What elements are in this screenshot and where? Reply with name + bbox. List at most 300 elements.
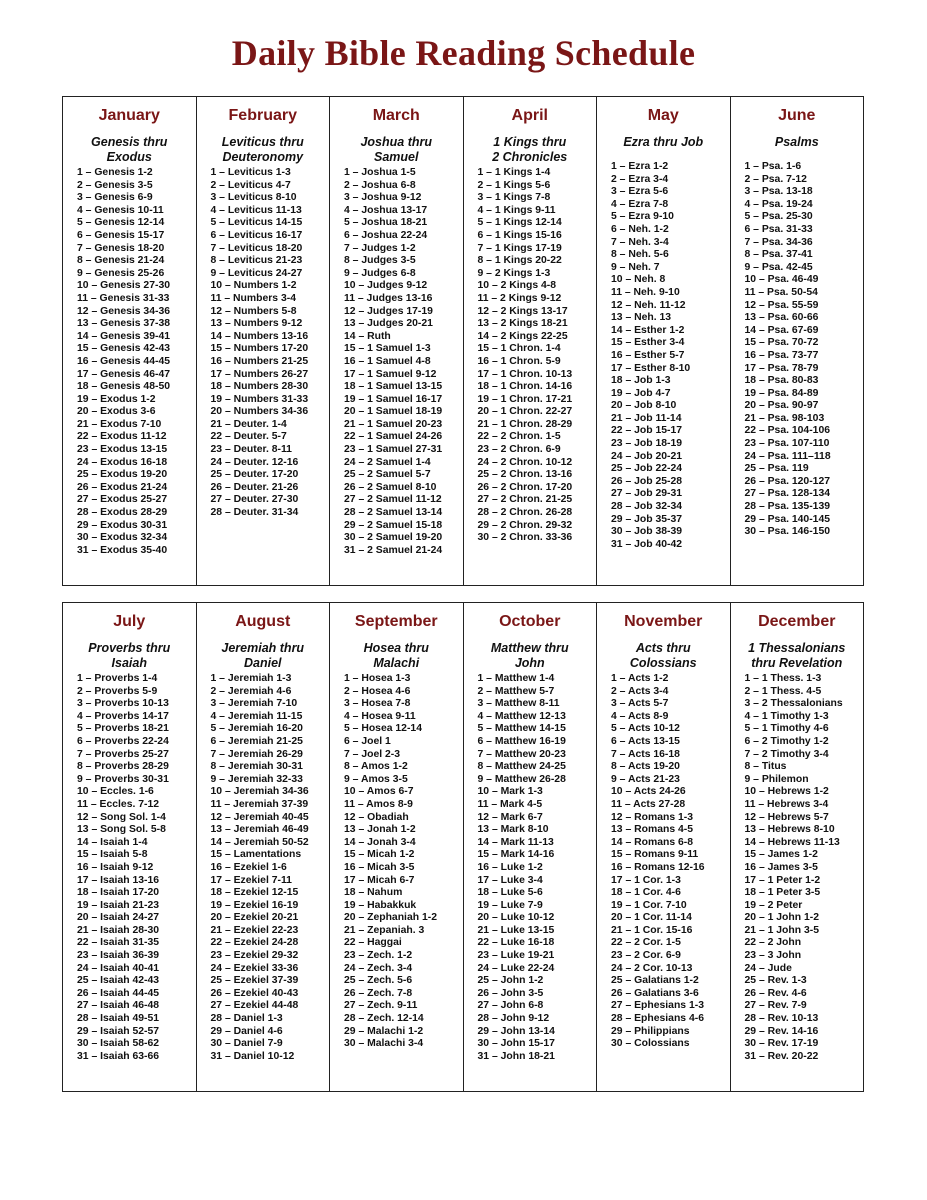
month-column-april (464, 97, 598, 585)
reading-item: 12 – Hebrews 5-7 (744, 811, 829, 823)
reading-list (597, 161, 730, 551)
reading-item: 29 – Exodus 30-31 (77, 519, 168, 531)
reading-item: 17 – 1 Peter 1-2 (744, 874, 821, 886)
book-range-line: Acts thru (635, 641, 691, 655)
reading-item: 9 – 2 Kings 1-3 (477, 267, 551, 279)
reading-item: 15 – Esther 3-4 (611, 337, 685, 349)
reading-item: 13 – Judges 20-21 (344, 318, 433, 330)
reading-item: 7 – Joel 2-3 (344, 748, 401, 760)
reading-item: 25 – 2 Chron. 13-16 (477, 469, 573, 481)
reading-item: 3 – Acts 5-7 (611, 698, 669, 710)
reading-item: 3 – Jeremiah 7-10 (210, 698, 298, 710)
reading-item: 27 – Zech. 9-11 (344, 1000, 418, 1012)
reading-item: 12 – Romans 1-3 (611, 811, 694, 823)
reading-item: 28 – Psa. 135-139 (744, 501, 831, 513)
reading-list (597, 673, 730, 1051)
reading-item: 7 – Leviticus 18-20 (210, 242, 303, 254)
month-column-june (731, 97, 864, 585)
reading-item: 25 – Ezekiel 37-39 (210, 975, 299, 987)
reading-item: 7 – Proverbs 25-27 (77, 748, 169, 760)
reading-item: 6 – Proverbs 22-24 (77, 735, 169, 747)
reading-item: 4 – Ezra 7-8 (611, 198, 669, 210)
reading-item: 23 – Isaiah 36-39 (77, 950, 160, 962)
reading-item: 29 – Psa. 140-145 (744, 513, 831, 525)
reading-item: 26 – Isaiah 44-45 (77, 987, 160, 999)
reading-item: 25 – Zech. 5-6 (344, 975, 413, 987)
reading-item: 18 – 1 Peter 3-5 (744, 887, 821, 899)
reading-item: 30 – Job 38-39 (611, 526, 683, 538)
reading-item: 21 – 1 Chron. 28-29 (477, 418, 573, 430)
month-name: June (778, 107, 816, 124)
reading-item: 11 – Genesis 31-33 (77, 292, 170, 304)
reading-item: 13 – Neh. 13 (611, 312, 672, 324)
reading-item: 26 – Rev. 4-6 (744, 987, 807, 999)
reading-item: 28 – 2 Chron. 26-28 (477, 507, 573, 519)
reading-item: 19 – Isaiah 21-23 (77, 899, 160, 911)
book-range (197, 135, 330, 167)
reading-item: 30 – John 15-17 (477, 1038, 555, 1050)
month-name: February (228, 107, 297, 124)
reading-item: 15 – Mark 14-16 (477, 849, 555, 861)
reading-item: 25 – 2 Samuel 5-7 (344, 469, 431, 481)
reading-item: 23 – 1 Samuel 27-31 (344, 444, 443, 456)
reading-item: 13 – Mark 8-10 (477, 824, 549, 836)
reading-item: 16 – Romans 12-16 (611, 861, 705, 873)
reading-item: 6 – Jeremiah 21-25 (210, 735, 303, 747)
reading-item: 7 – 1 Kings 17-19 (477, 242, 562, 254)
reading-item: 30 – Isaiah 58-62 (77, 1038, 160, 1050)
reading-item: 26 – Ezekiel 40-43 (210, 987, 299, 999)
reading-item: 28 – Deuter. 31-34 (210, 507, 299, 519)
reading-item: 11 – Eccles. 7-12 (77, 798, 160, 810)
book-range (330, 641, 463, 673)
reading-item: 13 – Song Sol. 5-8 (77, 824, 166, 836)
reading-item: 14 – Genesis 39-41 (77, 330, 171, 342)
reading-item: 8 – Acts 19-20 (611, 761, 680, 773)
reading-item: 17 – 1 Samuel 9-12 (344, 368, 437, 380)
book-range-line: Psalms (774, 135, 819, 149)
reading-item: 10 – Hebrews 1-2 (744, 786, 829, 798)
reading-item: 9 – Matthew 26-28 (477, 773, 566, 785)
reading-item: 10 – Genesis 27-30 (77, 280, 171, 292)
reading-item: 9 – Neh. 7 (611, 261, 660, 273)
reading-item: 20 – Isaiah 24-27 (77, 912, 160, 924)
reading-item: 11 – Jeremiah 37-39 (210, 798, 309, 810)
reading-item: 19 – Job 4-7 (611, 387, 671, 399)
reading-item: 8 – Genesis 21-24 (77, 255, 165, 267)
reading-item: 12 – Mark 6-7 (477, 811, 543, 823)
reading-item: 23 – 3 John (744, 950, 802, 962)
reading-item: 8 – Leviticus 21-23 (210, 255, 303, 267)
book-range-line: Genesis thru (91, 135, 168, 149)
reading-item: 12 – Song Sol. 1-4 (77, 811, 166, 823)
reading-item: 6 – 1 Kings 15-16 (477, 229, 562, 241)
month-name: April (511, 107, 548, 124)
reading-item: 2 – Hosea 4-6 (344, 685, 411, 697)
reading-item: 2 – Proverbs 5-9 (77, 685, 158, 697)
reading-item: 1 – 1 Kings 1-4 (477, 167, 551, 178)
book-range (464, 641, 597, 673)
reading-item: 9 – Genesis 25-26 (77, 267, 165, 279)
reading-item: 22 – Haggai (344, 937, 402, 949)
reading-item: 24 – 2 Samuel 1-4 (344, 456, 431, 468)
reading-item: 26 – Job 25-28 (611, 475, 683, 487)
reading-item: 16 – 1 Chron. 5-9 (477, 355, 561, 367)
reading-item: 1 – Genesis 1-2 (77, 167, 153, 178)
reading-item: 15 – 1 Chron. 1-4 (477, 343, 561, 355)
reading-item: 30 – Daniel 7-9 (210, 1038, 283, 1050)
reading-item: 31 – Exodus 35-40 (77, 544, 168, 556)
reading-item: 9 – Proverbs 30-31 (77, 773, 169, 785)
month-column-december (731, 603, 864, 1091)
reading-item: 10 – Neh. 8 (611, 274, 666, 286)
reading-item: 12 – Obadiah (344, 811, 409, 823)
reading-item: 4 – Psa. 19-24 (744, 198, 813, 210)
reading-item: 19 – Numbers 31-33 (210, 393, 309, 405)
book-range-line: Samuel (374, 150, 419, 164)
reading-item: 26 – John 3-5 (477, 987, 544, 999)
reading-item: 4 – 1 Kings 9-11 (477, 204, 556, 216)
reading-item: 2 – Joshua 6-8 (344, 179, 416, 191)
book-range (63, 135, 196, 167)
reading-item: 19 – Ezekiel 16-19 (210, 899, 299, 911)
reading-item: 27 – Job 29-31 (611, 488, 683, 500)
reading-item: 7 – 2 Timothy 3-4 (744, 748, 829, 760)
reading-item: 18 – Ezekiel 12-15 (210, 887, 299, 899)
reading-item: 7 – Genesis 18-20 (77, 242, 165, 254)
reading-item: 11 – Numbers 3-4 (210, 292, 296, 304)
reading-item: 29 – Daniel 4-6 (210, 1025, 283, 1037)
reading-item: 10 – Acts 24-26 (611, 786, 686, 798)
reading-item: 25 – Rev. 1-3 (744, 975, 807, 987)
reading-item: 3 – Genesis 6-9 (77, 192, 153, 204)
reading-item: 21 – 1 Cor. 15-16 (611, 924, 693, 936)
reading-item: 13 – Jonah 1-2 (344, 824, 416, 836)
reading-item: 27 – 2 Samuel 11-12 (344, 494, 442, 506)
reading-item: 29 – Philippians (611, 1025, 690, 1037)
reading-item: 25 – Exodus 19-20 (77, 469, 168, 481)
reading-item: 2 – 1 Kings 5-6 (477, 179, 551, 191)
month-column-may (597, 97, 731, 585)
reading-item: 6 – Joshua 22-24 (344, 229, 428, 241)
reading-item: 10 – Mark 1-3 (477, 786, 543, 798)
book-range-line: Ezra thru Job (623, 135, 704, 149)
reading-item: 28 – Daniel 1-3 (210, 1013, 283, 1025)
reading-item: 14 – 2 Kings 22-25 (477, 330, 568, 342)
reading-item: 10 – Psa. 46-49 (744, 274, 819, 286)
reading-item: 27 – Exodus 25-27 (77, 494, 168, 506)
reading-item: 28 – Ephesians 4-6 (611, 1013, 704, 1025)
reading-item: 19 – Exodus 1-2 (77, 393, 156, 405)
reading-item: 1 – Ezra 1-2 (611, 161, 669, 172)
reading-item: 25 – Galatians 1-2 (611, 975, 699, 987)
reading-item: 19 – 1 Samuel 16-17 (344, 393, 443, 405)
reading-item: 26 – 2 Chron. 17-20 (477, 481, 573, 493)
reading-item: 14 – Isaiah 1-4 (77, 836, 148, 848)
reading-item: 1 – Jeremiah 1-3 (210, 673, 292, 684)
reading-item: 18 – Isaiah 17-20 (77, 887, 160, 899)
reading-item: 5 – 1 Timothy 4-6 (744, 723, 829, 735)
month-name: August (235, 613, 291, 630)
reading-item: 1 – Proverbs 1-4 (77, 673, 158, 684)
book-range-line: Exodus (106, 150, 152, 164)
reading-item: 3 – Joshua 9-12 (344, 192, 422, 204)
reading-item: 13 – Hebrews 8-10 (744, 824, 835, 836)
reading-list (330, 673, 463, 1051)
reading-item: 8 – Jeremiah 30-31 (210, 761, 303, 773)
reading-item: 14 – Numbers 13-16 (210, 330, 309, 342)
reading-item: 19 – 1 Chron. 17-21 (477, 393, 573, 405)
month-name: October (499, 613, 561, 630)
reading-item: 12 – Numbers 5-8 (210, 305, 297, 317)
reading-item: 16 – Isaiah 9-12 (77, 861, 154, 873)
reading-item: 9 – Psa. 42-45 (744, 261, 813, 273)
reading-item: 20 – Exodus 3-6 (77, 406, 156, 418)
reading-item: 30 – Malachi 3-4 (344, 1038, 424, 1050)
reading-item: 16 – Micah 3-5 (344, 861, 415, 873)
reading-item: 20 – 1 Samuel 18-19 (344, 406, 443, 418)
reading-item: 17 – Genesis 46-47 (77, 368, 171, 380)
reading-item: 2 – Matthew 5-7 (477, 685, 555, 697)
reading-item: 24 – Jude (744, 962, 792, 974)
reading-item: 20 – 1 Chron. 22-27 (477, 406, 573, 418)
reading-item: 1 – Acts 1-2 (611, 673, 669, 684)
month-name: December (758, 613, 836, 630)
month-column-november (597, 603, 731, 1091)
reading-list (63, 673, 196, 1063)
reading-item: 19 – Luke 7-9 (477, 899, 543, 911)
reading-item: 23 – Luke 19-21 (477, 950, 555, 962)
reading-item: 14 – Ruth (344, 330, 391, 342)
reading-item: 8 – Proverbs 28-29 (77, 761, 169, 773)
reading-item: 21 – Isaiah 28-30 (77, 924, 160, 936)
book-range-line: Jeremiah thru (221, 641, 305, 655)
reading-item: 29 – Isaiah 52-57 (77, 1025, 160, 1037)
reading-item: 5 – Psa. 25-30 (744, 211, 813, 223)
reading-list (731, 161, 864, 539)
reading-item: 3 – Hosea 7-8 (344, 698, 411, 710)
reading-item: 22 – Deuter. 5-7 (210, 431, 287, 443)
reading-item: 31 – 2 Samuel 21-24 (344, 544, 443, 556)
reading-item: 19 – 1 Cor. 7-10 (611, 899, 687, 911)
reading-item: 8 – Matthew 24-25 (477, 761, 566, 773)
month-name: March (372, 107, 420, 124)
reading-item: 17 – Ezekiel 7-11 (210, 874, 292, 886)
reading-item: 20 – Psa. 90-97 (744, 400, 819, 412)
reading-item: 9 – Judges 6-8 (344, 267, 416, 279)
reading-item: 6 – Acts 13-15 (611, 735, 680, 747)
reading-item: 24 – Ezekiel 33-36 (210, 962, 299, 974)
reading-item: 22 – Isaiah 31-35 (77, 937, 160, 949)
reading-item: 15 – 1 Samuel 1-3 (344, 343, 431, 355)
reading-item: 28 – Job 32-34 (611, 501, 683, 513)
reading-item: 12 – Judges 17-19 (344, 305, 433, 317)
reading-item: 30 – Psa. 146-150 (744, 526, 831, 538)
reading-item: 8 – Titus (744, 761, 787, 773)
reading-item: 23 – 2 Cor. 6-9 (611, 950, 681, 962)
month-column-march (330, 97, 464, 585)
reading-item: 4 – Leviticus 11-13 (210, 204, 302, 216)
reading-item: 4 – Hosea 9-11 (344, 710, 416, 722)
reading-item: 2 – Ezra 3-4 (611, 173, 669, 185)
reading-item: 7 – Psa. 34-36 (744, 236, 813, 248)
reading-item: 6 – Psa. 31-33 (744, 223, 813, 235)
month-column-september (330, 603, 464, 1091)
reading-item: 11 – 2 Kings 9-12 (477, 292, 562, 304)
book-range (597, 641, 730, 673)
reading-item: 23 – Psa. 107-110 (744, 438, 830, 450)
reading-item: 17 – Numbers 26-27 (210, 368, 309, 380)
reading-item: 17 – Luke 3-4 (477, 874, 543, 886)
reading-item: 26 – 2 Samuel 8-10 (344, 481, 437, 493)
reading-item: 9 – Jeremiah 32-33 (210, 773, 303, 785)
reading-item: 27 – Deuter. 27-30 (210, 494, 299, 506)
reading-item: 30 – Exodus 32-34 (77, 532, 168, 544)
reading-item: 25 – Isaiah 42-43 (77, 975, 160, 987)
reading-item: 30 – Colossians (611, 1038, 690, 1050)
reading-item: 11 – Psa. 50-54 (744, 286, 818, 298)
book-range (330, 135, 463, 167)
reading-item: 16 – Esther 5-7 (611, 349, 685, 361)
reading-item: 24 – Isaiah 40-41 (77, 962, 160, 974)
reading-item: 18 – 1 Cor. 4-6 (611, 887, 681, 899)
reading-item: 14 – Jonah 3-4 (344, 836, 416, 848)
reading-item: 26 – Galatians 3-6 (611, 987, 699, 999)
reading-item: 2 – Acts 3-4 (611, 685, 669, 697)
book-range-line: John (514, 656, 545, 670)
book-range-line: Proverbs thru (88, 641, 171, 655)
reading-item: 1 – Hosea 1-3 (344, 673, 411, 684)
reading-item: 17 – Micah 6-7 (344, 874, 415, 886)
book-range-line: thru Revelation (751, 656, 843, 670)
reading-item: 24 – 2 Cor. 10-13 (611, 962, 693, 974)
reading-list (197, 167, 330, 520)
reading-item: 29 – Malachi 1-2 (344, 1025, 424, 1037)
reading-item: 5 – Acts 10-12 (611, 723, 680, 735)
reading-item: 25 – Job 22-24 (611, 463, 683, 475)
reading-item: 11 – Judges 13-16 (344, 292, 433, 304)
reading-item: 5 – Hosea 12-14 (344, 723, 422, 735)
reading-item: 4 – Acts 8-9 (611, 710, 669, 722)
reading-item: 28 – Zech. 12-14 (344, 1013, 424, 1025)
month-column-january (63, 97, 197, 585)
reading-item: 2 – Psa. 7-12 (744, 173, 807, 185)
reading-item: 22 – Exodus 11-12 (77, 431, 167, 443)
reading-item: 12 – 2 Kings 13-17 (477, 305, 568, 317)
reading-list (330, 167, 463, 557)
reading-item: 22 – 2 Cor. 1-5 (611, 937, 681, 949)
reading-item: 16 – Numbers 21-25 (210, 355, 309, 367)
book-range-line: Isaiah (111, 656, 147, 670)
reading-item: 27 – Psa. 128-134 (744, 488, 831, 500)
book-range-line: Daniel (243, 656, 282, 670)
reading-item: 22 – 2 Chron. 1-5 (477, 431, 561, 443)
reading-item: 5 – Jeremiah 16-20 (210, 723, 303, 735)
reading-item: 26 – Zech. 7-8 (344, 987, 413, 999)
reading-item: 10 – Judges 9-12 (344, 280, 428, 292)
month-name: September (354, 613, 438, 630)
reading-list (731, 673, 864, 1063)
reading-item: 1 – 1 Thess. 1-3 (744, 673, 822, 684)
reading-item: 17 – Psa. 78-79 (744, 362, 819, 374)
reading-item: 30 – 2 Chron. 33-36 (477, 532, 573, 544)
reading-item: 16 – Genesis 44-45 (77, 355, 171, 367)
reading-item: 18 – Job 1-3 (611, 375, 671, 387)
reading-item: 28 – Isaiah 49-51 (77, 1013, 160, 1025)
reading-item: 20 – Zephaniah 1-2 (344, 912, 437, 924)
reading-item: 26 – Psa. 120-127 (744, 475, 831, 487)
reading-item: 2 – Genesis 3-5 (77, 179, 153, 191)
month-name: November (624, 613, 703, 630)
reading-item: 1 – Psa. 1-6 (744, 161, 802, 172)
reading-item: 22 – Psa. 104-106 (744, 425, 831, 437)
reading-item: 4 – Genesis 10-11 (77, 204, 164, 216)
reading-item: 1 – Joshua 1-5 (344, 167, 416, 178)
schedule-table-jul-dec (62, 602, 864, 1092)
reading-item: 15 – Romans 9-11 (611, 849, 699, 861)
book-range-line: Hosea thru (363, 641, 429, 655)
reading-item: 14 – Esther 1-2 (611, 324, 685, 336)
reading-item: 5 – 1 Kings 12-14 (477, 217, 562, 229)
reading-item: 23 – Zech. 1-2 (344, 950, 413, 962)
reading-item: 15 – Lamentations (210, 849, 302, 861)
reading-item: 14 – Hebrews 11-13 (744, 836, 840, 848)
reading-item: 3 – 2 Thessalonians (744, 698, 843, 710)
reading-item: 4 – Proverbs 14-17 (77, 710, 169, 722)
reading-item: 21 – Exodus 7-10 (77, 418, 162, 430)
month-name: January (98, 107, 160, 124)
reading-item: 13 – Jeremiah 46-49 (210, 824, 309, 836)
reading-item: 21 – Zepaniah. 3 (344, 924, 425, 936)
reading-item: 8 – Neh. 5-6 (611, 249, 669, 261)
reading-item: 15 – Numbers 17-20 (210, 343, 309, 355)
reading-item: 24 – Job 20-21 (611, 450, 683, 462)
reading-item: 11 – Hebrews 3-4 (744, 798, 829, 810)
reading-item: 20 – Numbers 34-36 (210, 406, 309, 418)
reading-item: 15 – Genesis 42-43 (77, 343, 171, 355)
reading-item: 22 – Luke 16-18 (477, 937, 555, 949)
reading-item: 8 – 1 Kings 20-22 (477, 255, 562, 267)
reading-item: 17 – 1 Chron. 10-13 (477, 368, 573, 380)
reading-item: 5 – Ezra 9-10 (611, 211, 674, 223)
book-range (197, 641, 330, 673)
reading-item: 14 – Mark 11-13 (477, 836, 554, 848)
reading-item: 23 – 2 Chron. 6-9 (477, 444, 561, 456)
reading-item: 3 – Matthew 8-11 (477, 698, 560, 710)
book-range-line: Joshua thru (360, 135, 433, 149)
reading-item: 19 – Habakkuk (344, 899, 417, 911)
reading-item: 5 – Leviticus 14-15 (210, 217, 303, 229)
reading-item: 22 – 1 Samuel 24-26 (344, 431, 443, 443)
reading-item: 24 – Zech. 3-4 (344, 962, 413, 974)
reading-list (464, 167, 597, 545)
reading-item: 18 – Psa. 80-83 (744, 375, 819, 387)
reading-item: 10 – Numbers 1-2 (210, 280, 297, 292)
reading-item: 6 – Matthew 16-19 (477, 735, 566, 747)
schedule-table-jan-jun (62, 96, 864, 586)
reading-item: 24 – Deuter. 12-16 (210, 456, 299, 468)
reading-item: 18 – Genesis 48-50 (77, 381, 171, 393)
reading-item: 21 – Psa. 98-103 (744, 412, 825, 424)
reading-item: 9 – Acts 21-23 (611, 773, 680, 785)
reading-item: 24 – Exodus 16-18 (77, 456, 168, 468)
reading-item: 31 – Job 40-42 (611, 538, 683, 550)
reading-item: 7 – Neh. 3-4 (611, 236, 669, 248)
reading-item: 22 – Ezekiel 24-28 (210, 937, 299, 949)
reading-item: 2 – 1 Thess. 4-5 (744, 685, 822, 697)
reading-item: 28 – 2 Samuel 13-14 (344, 507, 443, 519)
book-range (731, 641, 864, 673)
